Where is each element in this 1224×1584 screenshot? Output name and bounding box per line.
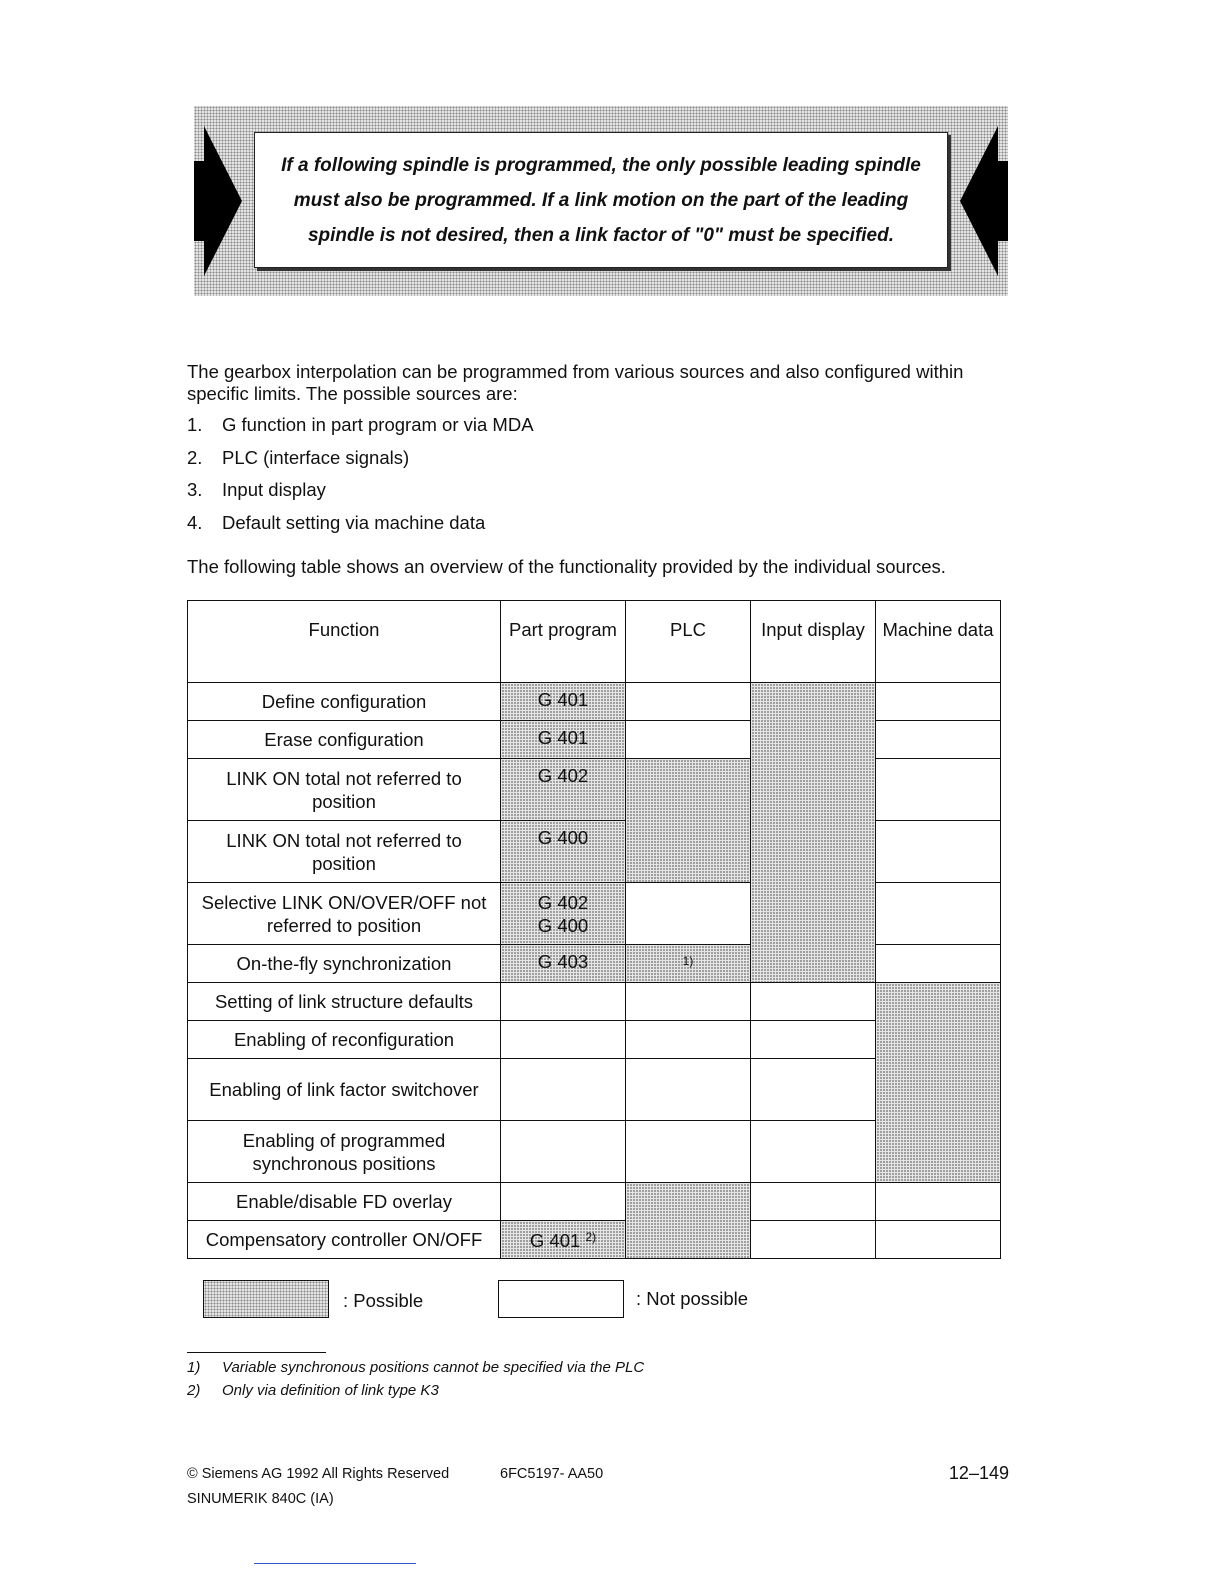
- part-program-code: G 400: [537, 914, 589, 936]
- machine-data-cell: [876, 821, 1001, 883]
- intro-paragraph: The gearbox interpolation can be programmed from various sources and also configured within specific limits. The possible sources are:: [187, 361, 964, 404]
- list-item: [187, 414, 534, 447]
- footnote-ref: 2): [585, 1230, 597, 1244]
- list-text: PLC (interface signals): [222, 446, 410, 468]
- footnote-text: Only via definition of link type K3: [222, 1382, 439, 1399]
- footnote-number: 2): [187, 1382, 201, 1399]
- plc-cell: [626, 759, 751, 883]
- note-line: If a following spindle is programmed, the only possible leading spindle: [281, 154, 921, 176]
- part-program-cell: [501, 1021, 626, 1059]
- table-row: [188, 945, 1001, 983]
- legend-not-possible-swatch: [498, 1280, 624, 1318]
- footnote-number: 1): [187, 1359, 201, 1376]
- part-program-cell: [501, 1121, 626, 1183]
- list-item: [187, 447, 534, 480]
- plc-cell: [626, 1183, 751, 1259]
- machine-data-cell: [876, 759, 1001, 821]
- machine-data-cell: [876, 945, 1001, 983]
- function-cell: LINK ON total not referred to position: [188, 821, 501, 883]
- function-cell: Selective LINK ON/OVER/OFF not referred to position: [188, 883, 501, 945]
- list-number: 4.: [187, 512, 203, 534]
- source-list: [187, 414, 534, 545]
- list-number: 3.: [187, 479, 203, 501]
- footer-product: SINUMERIK 840C (IA): [187, 1491, 334, 1507]
- footnote: [187, 1359, 644, 1376]
- input-display-cell: [751, 983, 876, 1021]
- part-program-cell: G 402: [501, 759, 626, 821]
- table-row: [188, 1183, 1001, 1221]
- function-cell: Enabling of link factor switchover: [188, 1059, 501, 1121]
- part-program-cell: G 401: [501, 721, 626, 759]
- table-intro: The following table shows an overview of the functionality provided by the individual sources.: [187, 556, 946, 577]
- table-row: [188, 721, 1001, 759]
- footnote: [187, 1382, 439, 1399]
- arrow-left-icon: [960, 106, 1008, 296]
- list-text: G function in part program or via MDA: [222, 414, 534, 435]
- note-line: spindle is not desired, then a link factor of "0" must be specified.: [307, 224, 895, 246]
- table-row: [188, 1221, 1001, 1259]
- function-table: [187, 600, 1001, 1259]
- function-cell: Compensatory controller ON/OFF: [188, 1221, 501, 1259]
- input-display-cell: [751, 1183, 876, 1221]
- header-plc: PLC: [626, 601, 751, 683]
- plc-cell: [626, 945, 751, 983]
- part-program-cell: [501, 983, 626, 1021]
- machine-data-cell: [876, 1183, 1001, 1221]
- plc-cell: [626, 883, 751, 945]
- function-cell: Setting of link structure defaults: [188, 983, 501, 1021]
- plc-cell: [626, 1059, 751, 1121]
- part-program-cell: [501, 1059, 626, 1121]
- plc-cell: [626, 683, 751, 721]
- header-machine-data: Machine data: [876, 601, 1001, 683]
- part-program-cell: [501, 883, 626, 945]
- list-number: 1.: [187, 414, 203, 435]
- plc-cell: [626, 721, 751, 759]
- footnote-ref: 1): [682, 954, 694, 968]
- function-cell: Enabling of programmed synchronous positions: [188, 1121, 501, 1183]
- table-row: [188, 683, 1001, 721]
- function-cell: Enabling of reconfiguration: [188, 1021, 501, 1059]
- function-cell: On-the-fly synchronization: [188, 945, 501, 983]
- legend-possible-label: : Possible: [343, 1290, 424, 1311]
- machine-data-cell: [876, 1221, 1001, 1259]
- plc-cell: [626, 1121, 751, 1183]
- part-program-cell: G 403: [501, 945, 626, 983]
- function-cell: Enable/disable FD overlay: [188, 1183, 501, 1221]
- function-cell: Erase configuration: [188, 721, 501, 759]
- list-text: Default setting via machine data: [222, 512, 486, 534]
- legend-possible-swatch: [203, 1280, 329, 1318]
- legend-not-possible-label: : Not possible: [636, 1288, 749, 1309]
- plc-cell: [626, 1021, 751, 1059]
- input-display-cell: [751, 1059, 876, 1121]
- machine-data-cell: [876, 721, 1001, 759]
- arrow-right-icon: [194, 106, 242, 296]
- plc-cell: [626, 983, 751, 1021]
- part-program-code: G 401: [529, 1230, 581, 1251]
- machine-data-cell: [876, 983, 1001, 1183]
- note-panel: [254, 132, 948, 268]
- list-number: 2.: [187, 446, 203, 468]
- footnote-text: Variable synchronous positions cannot be specified via the PLC: [222, 1359, 645, 1376]
- note-line: must also be programmed. If a link motion on the part of the leading: [293, 189, 909, 211]
- note-text: [281, 148, 921, 253]
- note-box: [194, 106, 1008, 296]
- part-program-cell: G 400: [501, 821, 626, 883]
- input-display-cell: [751, 1221, 876, 1259]
- part-program-cell: G 401: [501, 683, 626, 721]
- table-header-row: [188, 601, 1001, 683]
- header-function: Function: [188, 601, 501, 683]
- table-row: [188, 821, 1001, 883]
- machine-data-cell: [876, 883, 1001, 945]
- list-item: [187, 479, 534, 512]
- list-item: [187, 512, 534, 545]
- header-part-program: Part program: [501, 601, 626, 683]
- footer-copyright: © Siemens AG 1992 All Rights Reserved: [187, 1466, 450, 1482]
- header-input-display: Input display: [751, 601, 876, 683]
- part-program-code: G 402: [537, 891, 589, 913]
- input-display-cell: [751, 1021, 876, 1059]
- part-program-cell: [501, 1183, 626, 1221]
- input-display-cell: [751, 683, 876, 983]
- function-cell: LINK ON total not referred to position: [188, 759, 501, 821]
- page-number: 12–149: [948, 1463, 1009, 1483]
- link-underline[interactable]: [254, 1563, 416, 1564]
- table-row: [188, 759, 1001, 821]
- table-row: [188, 883, 1001, 945]
- machine-data-cell: [876, 683, 1001, 721]
- list-text: Input display: [222, 479, 326, 501]
- function-cell: Define configuration: [188, 683, 501, 721]
- footer-order-number: 6FC5197- AA50: [500, 1466, 604, 1482]
- part-program-cell: [501, 1221, 626, 1259]
- input-display-cell: [751, 1121, 876, 1183]
- footnote-divider: [187, 1352, 326, 1353]
- table-row: [188, 983, 1001, 1021]
